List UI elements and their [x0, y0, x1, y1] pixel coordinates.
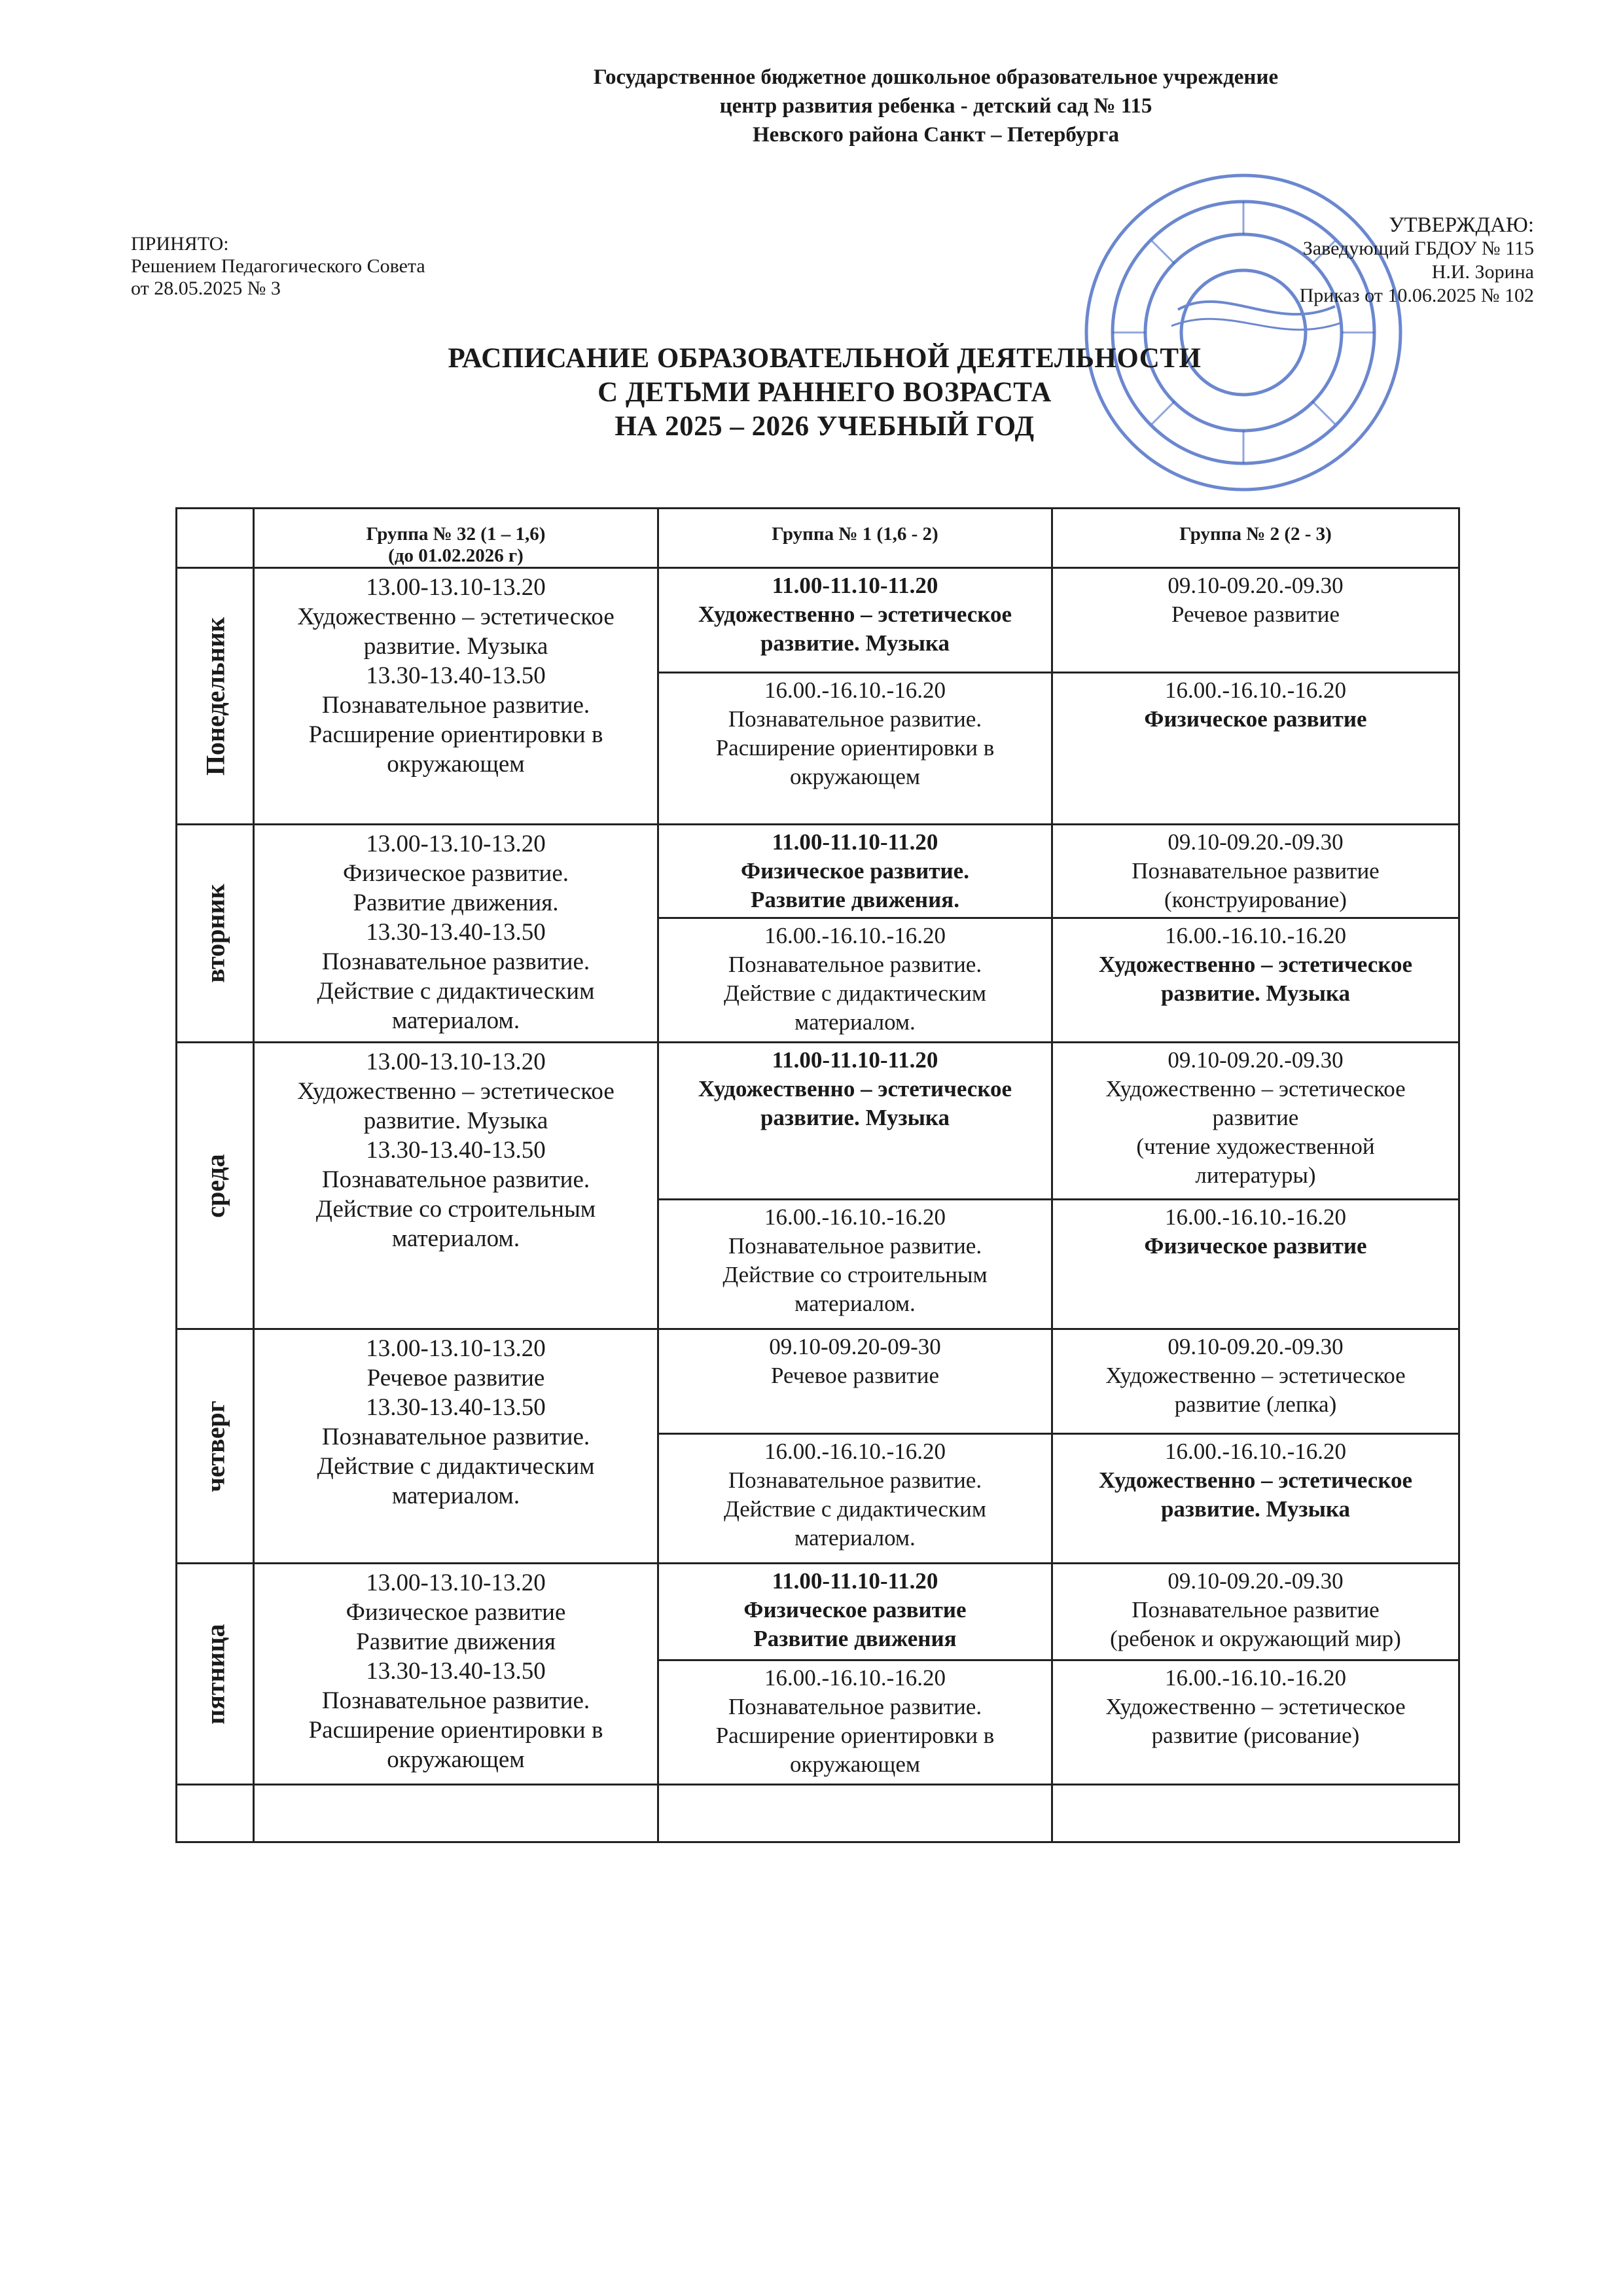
activity: окружающем	[387, 1746, 525, 1773]
activity: Расширение ориентировки в	[715, 1723, 995, 1748]
cell-tuesday-group-1-am	[658, 825, 1052, 918]
day-cell-tuesday	[177, 825, 254, 1043]
day-label: среда	[200, 1153, 230, 1218]
time-slot: 11.00-11.10-11.20	[772, 573, 938, 598]
cell-wednesday-group-1-am	[658, 1043, 1052, 1200]
time-slot: 13.30-13.40-13.50	[366, 1658, 546, 1685]
time-slot: 13.00-13.10-13.20	[366, 1570, 546, 1596]
activity: литературы)	[1195, 1162, 1316, 1188]
header-group-32-note: (до 01.02.2026 г)	[388, 545, 524, 566]
activity: Речевое развитие	[366, 1365, 545, 1391]
activity: Речевое развитие	[771, 1363, 939, 1388]
activity: развитие (рисование)	[1151, 1723, 1360, 1748]
activity: Художественно – эстетическое	[297, 603, 615, 630]
activity: окружающем	[789, 1751, 921, 1777]
time-slot: 11.00-11.10-11.20	[772, 829, 938, 855]
table-header-row	[177, 509, 1459, 568]
activity: материалом.	[794, 1525, 916, 1551]
cell-friday-group-2-pm	[1052, 1660, 1459, 1785]
empty-cell	[254, 1785, 658, 1842]
activity: Познавательное развитие	[1132, 1597, 1380, 1623]
activity: Расширение ориентировки в	[715, 735, 995, 761]
time-slot: 09.10-09.20.-09.30	[1168, 1568, 1344, 1594]
activity: Познавательное развитие.	[321, 948, 590, 975]
table-row	[177, 1564, 1459, 1660]
activity: Познавательное развитие.	[321, 1166, 590, 1193]
table-row	[177, 1043, 1459, 1200]
accepted-label: ПРИНЯТО:	[131, 233, 229, 255]
time-slot: 16.00.-16.10.-16.20	[1164, 677, 1347, 703]
header-line-2: центр развития ребенка - детский сад № 115	[719, 94, 1152, 118]
header-group-1	[658, 509, 1052, 568]
time-slot: 13.00-13.10-13.20	[366, 1049, 546, 1075]
activity: Художественно – эстетическое	[1105, 1363, 1406, 1388]
activity: развитие. Музыка	[760, 1105, 950, 1130]
time-slot: 13.30-13.40-13.50	[366, 662, 546, 689]
activity: Действие с дидактическим	[317, 978, 595, 1005]
cell-tuesday-group-32	[254, 825, 658, 1043]
cell-tuesday-group-2-am	[1052, 825, 1459, 918]
activity: развитие. Музыка	[1160, 980, 1351, 1006]
activity: Действие с дидактическим	[317, 1453, 595, 1480]
table-row	[177, 1329, 1459, 1434]
time-slot: 13.00-13.10-13.20	[366, 1335, 546, 1362]
cell-friday-group-1-pm	[658, 1660, 1052, 1785]
time-slot: 09.10-09.20-09-30	[769, 1334, 941, 1359]
time-slot: 09.10-09.20.-09.30	[1168, 1334, 1344, 1359]
activity: Действие со строительным	[315, 1196, 596, 1223]
header-group-32	[254, 509, 658, 568]
cell-wednesday-group-1-pm	[658, 1200, 1052, 1329]
activity: Познавательное развитие.	[728, 1694, 982, 1719]
day-label: вторник	[200, 884, 230, 983]
accepted-block	[131, 233, 425, 300]
time-slot: 13.00-13.10-13.20	[366, 831, 546, 857]
time-slot: 16.00.-16.10.-16.20	[764, 1204, 946, 1230]
time-slot: 16.00.-16.10.-16.20	[1164, 1204, 1347, 1230]
header-line-3: Невского района Санкт – Петербурга	[753, 123, 1119, 147]
cell-thursday-group-1-am	[658, 1329, 1052, 1434]
header-group-1-name: Группа № 1 (1,6 - 2)	[772, 524, 938, 545]
activity: Действие с дидактическим	[723, 1496, 987, 1522]
activity: Познавательное развитие.	[728, 1467, 982, 1493]
activity: Художественно – эстетическое	[698, 1076, 1012, 1102]
activity: Познавательное развитие	[1132, 858, 1380, 884]
activity: Художественно – эстетическое	[297, 1078, 615, 1105]
approved-label: УТВЕРЖДАЮ:	[1389, 213, 1534, 237]
empty-cell	[1052, 1785, 1459, 1842]
activity: Художественно – эстетическое	[1098, 952, 1413, 977]
activity: Познавательное развитие.	[728, 952, 982, 977]
time-slot: 09.10-09.20.-09.30	[1168, 1047, 1344, 1073]
cell-friday-group-32	[254, 1564, 658, 1785]
activity: Речевое развитие	[1171, 601, 1340, 627]
cell-friday-group-2-am	[1052, 1564, 1459, 1660]
cell-friday-group-1-am	[658, 1564, 1052, 1660]
activity: развитие (лепка)	[1174, 1391, 1337, 1417]
cell-monday-group-1-am	[658, 568, 1052, 673]
activity: Развитие движения.	[353, 889, 559, 916]
cell-tuesday-group-2-pm	[1052, 918, 1459, 1043]
activity: Художественно – эстетическое	[698, 601, 1012, 627]
title-line-2: С ДЕТЬМИ РАННЕГО ВОЗРАСТА	[597, 377, 1052, 408]
activity: Развитие движения	[356, 1628, 556, 1655]
activity: Познавательное развитие.	[728, 1233, 982, 1259]
activity: (ребенок и окружающий мир)	[1110, 1626, 1401, 1651]
empty-cell	[658, 1785, 1052, 1842]
accepted-date: от 28.05.2025 № 3	[131, 278, 281, 299]
title-line-3: НА 2025 – 2026 УЧЕБНЫЙ ГОД	[615, 411, 1035, 442]
activity: Физическое развитие.	[741, 858, 969, 884]
activity: Физическое развитие	[1144, 706, 1367, 732]
time-slot: 13.30-13.40-13.50	[366, 1394, 546, 1421]
activity: Физическое развитие	[743, 1597, 967, 1623]
activity: материалом.	[794, 1291, 916, 1316]
activity: Развитие движения.	[751, 887, 959, 912]
activity: Художественно – эстетическое	[1098, 1467, 1413, 1493]
day-cell-wednesday	[177, 1043, 254, 1329]
cell-wednesday-group-32	[254, 1043, 658, 1329]
activity: Расширение ориентировки в	[308, 721, 603, 748]
activity: материалом.	[391, 1007, 520, 1034]
time-slot: 16.00.-16.10.-16.20	[764, 1439, 946, 1464]
time-slot: 11.00-11.10-11.20	[772, 1568, 938, 1594]
approved-signatory: Н.И. Зорина	[1431, 261, 1534, 283]
activity: развитие. Музыка	[363, 1107, 548, 1134]
cell-monday-group-2-am	[1052, 568, 1459, 673]
cell-wednesday-group-2-pm	[1052, 1200, 1459, 1329]
cell-thursday-group-1-pm	[658, 1434, 1052, 1564]
day-label: Понедельник	[200, 617, 230, 776]
time-slot: 16.00.-16.10.-16.20	[764, 1665, 946, 1691]
activity: Физическое развитие	[346, 1599, 566, 1626]
time-slot: 13.30-13.40-13.50	[366, 1137, 546, 1164]
activity: Действие со строительным	[722, 1262, 988, 1287]
empty-cell	[177, 1785, 254, 1842]
header-group-32-name: Группа № 32 (1 – 1,6)	[366, 524, 546, 545]
activity: материалом.	[391, 1225, 520, 1252]
day-cell-monday	[177, 568, 254, 825]
activity: материалом.	[794, 1009, 916, 1035]
time-slot: 13.30-13.40-13.50	[366, 919, 546, 946]
activity: окружающем	[387, 751, 525, 778]
activity: (конструирование)	[1164, 887, 1347, 912]
day-label: пятница	[200, 1623, 230, 1725]
activity: Действие с дидактическим	[723, 980, 987, 1006]
accepted-council: Решением Педагогического Совета	[131, 255, 425, 277]
day-label: четверг	[200, 1400, 230, 1492]
time-slot: 13.00-13.10-13.20	[366, 574, 546, 601]
header-day-cell	[177, 509, 254, 568]
activity: Физическое развитие.	[343, 860, 569, 887]
activity: Физическое развитие	[1144, 1233, 1367, 1259]
cell-thursday-group-32	[254, 1329, 658, 1564]
cell-thursday-group-2-pm	[1052, 1434, 1459, 1564]
time-slot: 16.00.-16.10.-16.20	[1164, 1439, 1347, 1464]
time-slot: 09.10-09.20.-09.30	[1168, 573, 1344, 598]
time-slot: 16.00.-16.10.-16.20	[764, 923, 946, 948]
activity: развитие. Музыка	[363, 633, 548, 660]
day-cell-friday	[177, 1564, 254, 1785]
day-cell-thursday	[177, 1329, 254, 1564]
activity: Познавательное развитие.	[321, 692, 590, 719]
schedule-table	[175, 507, 1460, 1843]
time-slot: 16.00.-16.10.-16.20	[1164, 1665, 1347, 1691]
activity: (чтение художественной	[1136, 1134, 1375, 1159]
cell-wednesday-group-2-am	[1052, 1043, 1459, 1200]
approved-order: Приказ от 10.06.2025 № 102	[1299, 285, 1534, 306]
cell-monday-group-1-pm	[658, 673, 1052, 825]
activity: Художественно – эстетическое	[1105, 1694, 1406, 1719]
activity: материалом.	[391, 1482, 520, 1509]
cell-monday-group-2-pm	[1052, 673, 1459, 825]
header-line-1: Государственное бюджетное дошкольное образовательное учреждение	[593, 65, 1279, 89]
activity: развитие. Музыка	[1160, 1496, 1351, 1522]
header-group-2-name: Группа № 2 (2 - 3)	[1179, 524, 1332, 545]
time-slot: 16.00.-16.10.-16.20	[764, 677, 946, 703]
approved-block	[1300, 213, 1534, 308]
activity: Познавательное развитие.	[321, 1424, 590, 1450]
table-row-empty	[177, 1785, 1459, 1842]
approved-position: Заведующий ГБДОУ № 115	[1302, 238, 1534, 259]
activity: окружающем	[789, 764, 921, 789]
cell-monday-group-32	[254, 568, 658, 825]
cell-thursday-group-2-am	[1052, 1329, 1459, 1434]
header-group-2	[1052, 509, 1459, 568]
activity: Развитие движения	[753, 1626, 957, 1651]
time-slot: 16.00.-16.10.-16.20	[1164, 923, 1347, 948]
activity: развитие	[1212, 1105, 1299, 1130]
table-row	[177, 568, 1459, 673]
activity: Художественно – эстетическое	[1105, 1076, 1406, 1102]
cell-tuesday-group-1-pm	[658, 918, 1052, 1043]
time-slot: 09.10-09.20.-09.30	[1168, 829, 1344, 855]
institution-header	[406, 63, 1466, 149]
title-line-1: РАСПИСАНИЕ ОБРАЗОВАТЕЛЬНОЙ ДЕЯТЕЛЬНОСТИ	[448, 343, 1202, 374]
time-slot: 11.00-11.10-11.20	[772, 1047, 938, 1073]
activity: развитие. Музыка	[760, 630, 950, 656]
activity: Познавательное развитие.	[321, 1687, 590, 1714]
document-title	[445, 342, 1204, 444]
activity: Расширение ориентировки в	[308, 1717, 603, 1744]
table-row	[177, 825, 1459, 918]
activity: Познавательное развитие.	[728, 706, 982, 732]
